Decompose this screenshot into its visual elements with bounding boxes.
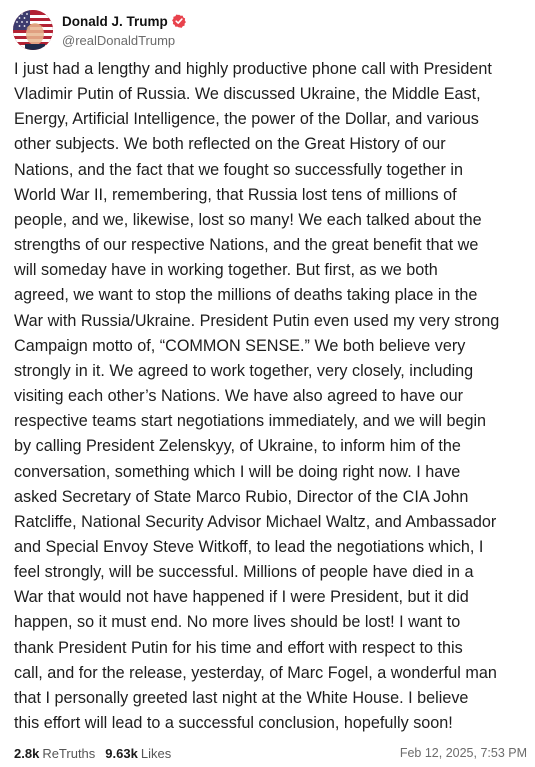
post-body-line: asked Secretary of State Marco Rubio, Director of the CIA John (14, 487, 469, 506)
post-body-line: will someday have in working together. But first, as we both (14, 261, 438, 280)
author-names (62, 12, 186, 48)
retruths-stat[interactable] (14, 746, 95, 761)
name-row (62, 12, 186, 30)
post-body-line: that I personally greeted last night at the White House. I believe (14, 688, 469, 707)
post-body-line: Ratcliffe, National Security Advisor Michael Waltz, and Ambassador (14, 512, 497, 531)
retruths-count: 2.8k (14, 745, 40, 761)
post-body-line: Energy, Artificial Intelligence, the power of the Dollar, and various (14, 110, 479, 129)
post-body-line: by calling President Zelenskyy, of Ukraine, to inform him of the (14, 437, 461, 456)
post-body-line: Vladimir Putin of Russia. We discussed Ukraine, the Middle East, (14, 85, 481, 104)
post-body-line: agreed, we want to stop the millions of deaths taking place in the (14, 286, 478, 305)
post-body-line: this effort will lead to a successful conclusion, hopefully soon! (14, 714, 453, 733)
post-body-line: call, and for the release, yesterday, of Marc Fogel, a wonderful man (14, 663, 497, 682)
post-body-line: Campaign motto of, “COMMON SENSE.” We both believe very (14, 336, 466, 355)
post-body-line: thank President Putin for his time and effort with respect to this (14, 638, 463, 657)
post-body-line: Nations, and the fact that we fought so successfully together in (14, 160, 464, 179)
avatar[interactable] (13, 10, 53, 50)
verified-badge-icon (172, 14, 186, 28)
post-body-line: other subjects. We both reflected on the Great History of our (14, 135, 446, 154)
post-body-text (14, 57, 534, 736)
post-body-line: happen, so it must end. No more lives should be lost! I want to (14, 613, 461, 632)
author-display-name[interactable]: Donald J. Trump (62, 13, 168, 29)
likes-label: Likes (140, 745, 172, 761)
post-body-line: and Special Envoy Steve Witkoff, to lead the negotiations which, I (14, 537, 484, 556)
post-body-line: visiting each other’s Nations. We have also agreed to have our (14, 387, 464, 406)
post-body-line: World War II, remembering, that Russia lost tens of millions of (14, 185, 457, 204)
post-body-line: people, and we, likewise, lost so many! We each talked about the (14, 210, 482, 229)
post-timestamp[interactable]: Feb 12, 2025, 7:53 PM (399, 746, 527, 760)
post-body-line: War that would not have happened if I were President, but it did (14, 588, 469, 607)
retruths-label: ReTruths (42, 745, 96, 761)
post-header (13, 10, 186, 50)
post-body-line: respective teams start negotiations immediately, and we will begin (14, 412, 487, 431)
author-handle[interactable]: @realDonaldTrump (62, 33, 176, 48)
post-body-line: conversation, something which I will be doing right now. I have (14, 462, 461, 481)
likes-count: 9.63k (105, 745, 138, 761)
post-body-line: War with Russia/Ukraine. President Putin even used my very strong (14, 311, 500, 330)
avatar-flag-image (13, 10, 53, 50)
likes-stat[interactable] (105, 746, 171, 761)
post-body-line: feel strongly, will be successful. Millions of people have died in a (14, 563, 474, 582)
post-body-line: strengths of our respective Nations, and the great benefit that we (14, 236, 479, 255)
post-body-line: strongly in it. We agreed to work together, very closely, including (14, 361, 474, 380)
post-footer (14, 744, 527, 762)
post-body-line: I just had a lengthy and highly productive phone call with President (14, 60, 492, 78)
